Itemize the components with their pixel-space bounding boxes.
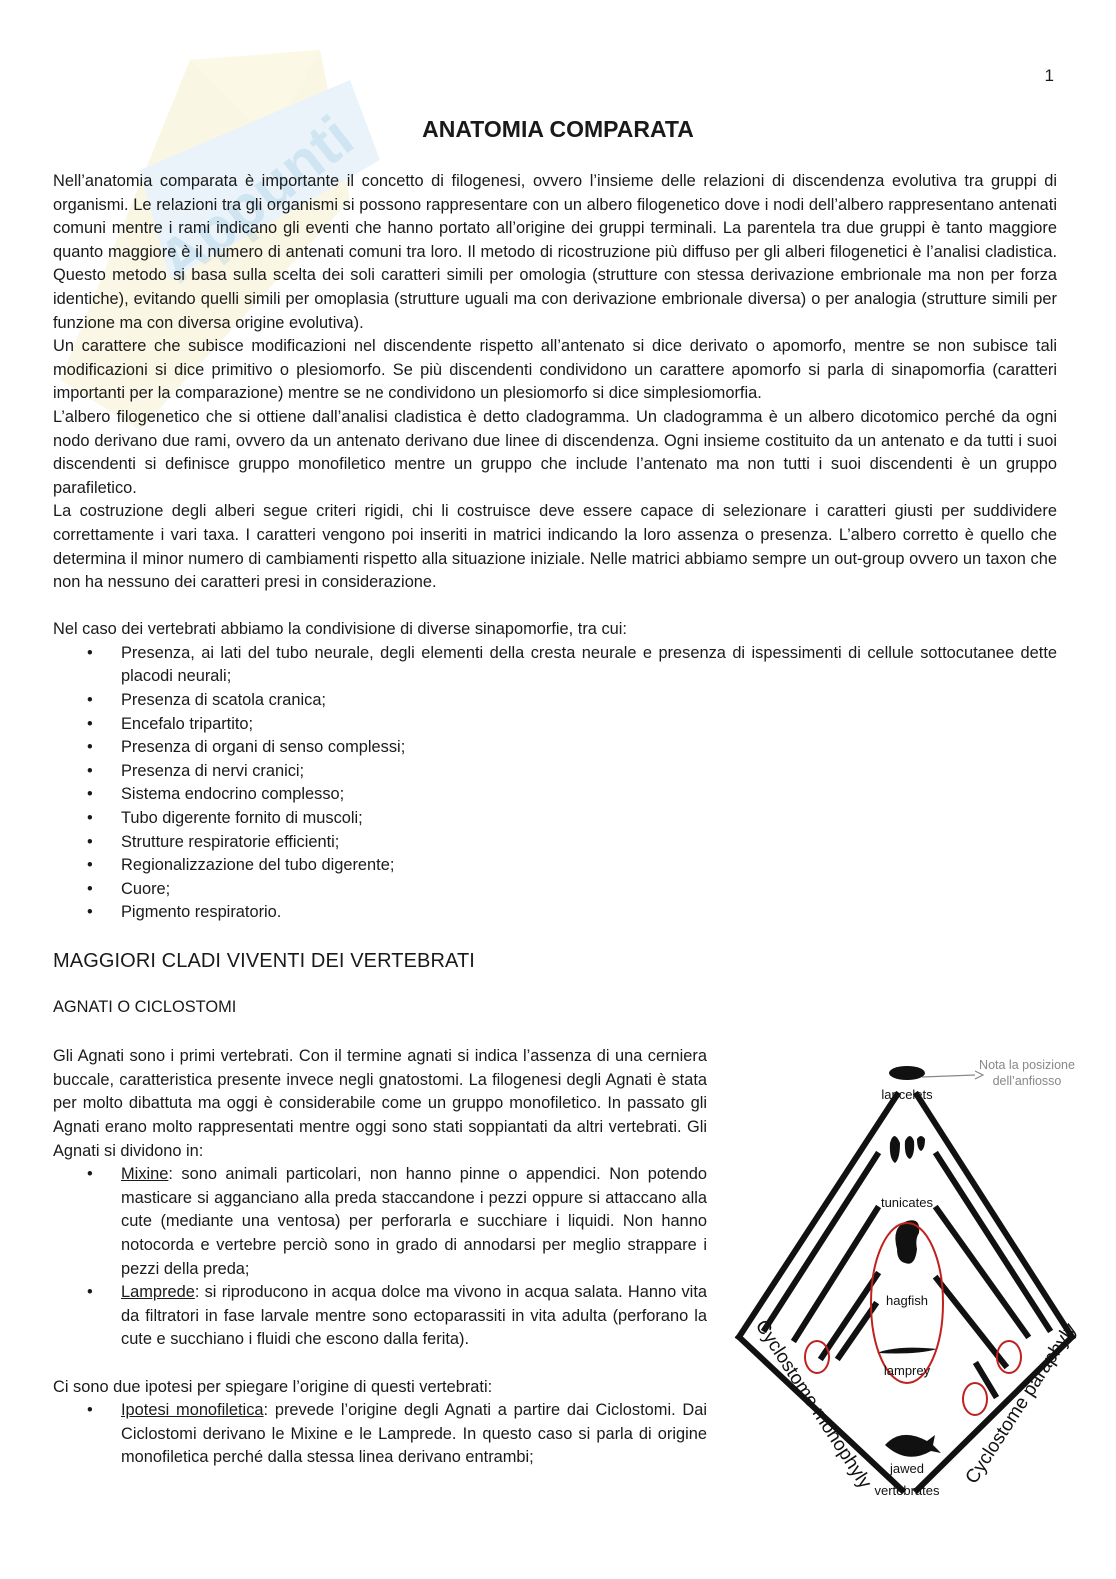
note-text: Nota la posizione — [979, 1058, 1075, 1073]
list-item: • Presenza di nervi cranici; — [53, 760, 1057, 784]
taxon-label-lancelets: lancelets — [881, 1087, 933, 1103]
subsection-heading: AGNATI O CICLOSTOMI — [53, 997, 237, 1016]
intro-paragraph: La costruzione degli alberi segue criteri rigidi, chi li costruisce deve essere capace di selezionare i caratteri giusti per suddividere correttamente i vari taxa. I caratteri vengono poi inseriti in matrici indicando la loro assenza o presenza. L’albero corretto è quello che determina il minor numero di cambiamenti rispetto alla situazione iniziale. Nelle matrici abbiamo sempre un out-group ovvero un taxon che non ha nessuno dei caratteri presi in considerazione. — [53, 502, 1057, 592]
list-item: • Presenza di scatola cranica; — [53, 689, 1057, 713]
note-arrow — [922, 1075, 975, 1077]
taxon-label-lamprey: lamprey — [883, 1363, 931, 1379]
hypotheses-list — [53, 1399, 707, 1470]
page-number: 1 — [1044, 66, 1054, 85]
list-item — [53, 1163, 707, 1281]
cladogram-figure — [727, 1035, 1087, 1505]
term-description: : sono animali particolari, non hanno pinne o appendici. Non potendo masticare si agganciano alla preda staccandone i pezzi oppure si attaccano alla cute (mediante una ventosa) per perforarla e succhiare i liquidi. Non hanno notocorda e vertebre perciò sono in grado di annodarsi per meglio strappare i pezzi della preda; — [121, 1165, 707, 1278]
taxon-label-jawed: jawed — [890, 1461, 924, 1477]
document-body — [53, 170, 1081, 1499]
hypotheses-intro: Ci sono due ipotesi per spiegare l’origine di questi vertebrati: — [53, 1377, 493, 1396]
term-description: : si riproducono in acqua dolce ma vivono in acqua salata. Hanno vita da filtratori in fase larvale mentre sono ectoparassiti in vita adulta (perforano la cute e succhiano i fluidi che escono dalla ferita). — [121, 1283, 707, 1349]
list-item: • Presenza, ai lati del tubo neurale, degli elementi della cresta neurale e presenza di ispessimenti di cellule sottocutanee dette placodi neurali; — [53, 642, 1057, 689]
svg-text:Appunti: Appunti — [145, 102, 366, 296]
lamprey-icon — [877, 1348, 937, 1354]
list-item: • Sistema endocrino complesso; — [53, 783, 1057, 807]
list-item: • Cuore; — [53, 878, 1057, 902]
agnati-section — [53, 1045, 1081, 1499]
list-item: • Strutture respiratorie efficienti; — [53, 831, 1057, 855]
taxon-label-tunicates: tunicates — [880, 1195, 934, 1211]
synapomorphies-intro: Nel caso dei vertebrati abbiamo la condivisione di diverse sinapomorfie, tra cui: — [53, 620, 627, 639]
taxon-label-vertebrates: vertebrates — [874, 1483, 940, 1499]
intro-paragraph: L’albero filogenetico che si ottiene dall’analisi cladistica è detto cladogramma. Un cladogramma è un albero dicotomico perché da ogni nodo derivano due rami, ovvero da un antenato derivano due linee di discendenza. Ogni insieme costituito da un antenato e da tutti i suoi discendenti si definisce gruppo monofiletico mentre un gruppo che include l’antenato ma non tutti i suoi discendenti è un gruppo parafiletico. — [53, 407, 1057, 497]
agnati-paragraph: Gli Agnati sono i primi vertebrati. Con il termine agnati si indica l’assenza di una cerniera buccale, caratteristica presente invece negli gnatostomi. La filogenesi degli Agnati è stata per molto dibattuta ma oggi è considerabile come un gruppo monofiletico. In passato gli Agnati erano molto rappresentati mentre oggi sono stati soppiantati da altri vertebrati. Gli Agnati si dividono in: — [53, 1047, 707, 1160]
term-lamprede: Lamprede — [121, 1283, 195, 1302]
intro-paragraph: Un carattere che subisce modificazioni nel discendente rispetto all’antenato si dice derivato o apomorfo, mentre se non subisce tali modificazioni si dice primitivo o plesiomorfo. Se più discendenti condividono un carattere apomorfo si parla di sinapomorfia (caratteri importanti per la comparazione) mentre se ne condividono un plesiomorfo si dice simplesiomorfia. — [53, 337, 1057, 403]
intro-paragraph: Nell’anatomia comparata è importante il concetto di filogenesi, ovvero l’insieme delle relazioni di discendenza evolutiva tra gruppi di organismi. Le relazioni tra gli organismi si possono rappresentare con un albero filogenetico dove i nodi dell’albero rappresentano antenati comuni mentre i rami indicano gli eventi che hanno portato all’origine dei gruppi terminali. La parentela tra due gruppi è tanto maggiore quanto maggiore è il numero di antenati comuni tra loro. Il metodo di ricostruzione più diffuso per gli alberi filogenetici è l’analisi cladistica. Questo metodo si basa sulla scelta dei soli caratteri simili per omologia (strutture con stessa derivazione embrionale ma non per forza identiche), evitando quelli simili per omoplasia (strutture uguali ma con derivazione embrionale diversa) o per analogia (strutture simili per funzione ma con diversa origine evolutiva). — [53, 172, 1057, 332]
lancelet-icon — [889, 1066, 925, 1080]
list-item: • Encefalo tripartito; — [53, 713, 1057, 737]
cyclostome-paraphyly-label: Cyclostome paraphyly — [961, 1319, 1081, 1488]
synapomorphies-list — [53, 642, 1057, 925]
term-mixine: Mixine — [121, 1165, 169, 1184]
taxon-label-hagfish: hagfish — [886, 1293, 928, 1309]
page-title: ANATOMIA COMPARATA — [422, 116, 694, 142]
agnati-text-column — [53, 1045, 707, 1470]
list-item: • Pigmento respiratorio. — [53, 901, 1057, 925]
term-description: : prevede l’origine degli Agnati a partire dai Ciclostomi. Dai Ciclostomi derivano le Mixine e le Lamprede. In questo caso si parla di origine monofiletica perché dalla stessa linea derivano entrambi; — [121, 1401, 707, 1467]
list-item: • Tubo digerente fornito di muscoli; — [53, 807, 1057, 831]
list-item — [53, 1399, 707, 1470]
term-ipotesi-monofiletica: Ipotesi monofiletica — [121, 1401, 264, 1420]
list-item: • Regionalizzazione del tubo digerente; — [53, 854, 1057, 878]
list-item — [53, 1281, 707, 1352]
tunicate-icon — [890, 1136, 925, 1163]
cyclostome-monophyly-label: Cyclostome monophyly — [750, 1316, 876, 1493]
note-text: dell’anfiosso — [992, 1074, 1062, 1089]
agnati-list — [53, 1163, 707, 1352]
note-arrow-head — [975, 1071, 983, 1079]
section-heading: MAGGIORI CLADI VIVENTI DEI VERTEBRATI — [53, 950, 475, 972]
jawed-vertebrate-icon — [885, 1435, 941, 1457]
hagfish-icon — [895, 1220, 919, 1264]
list-item: • Presenza di organi di senso complessi; — [53, 736, 1057, 760]
